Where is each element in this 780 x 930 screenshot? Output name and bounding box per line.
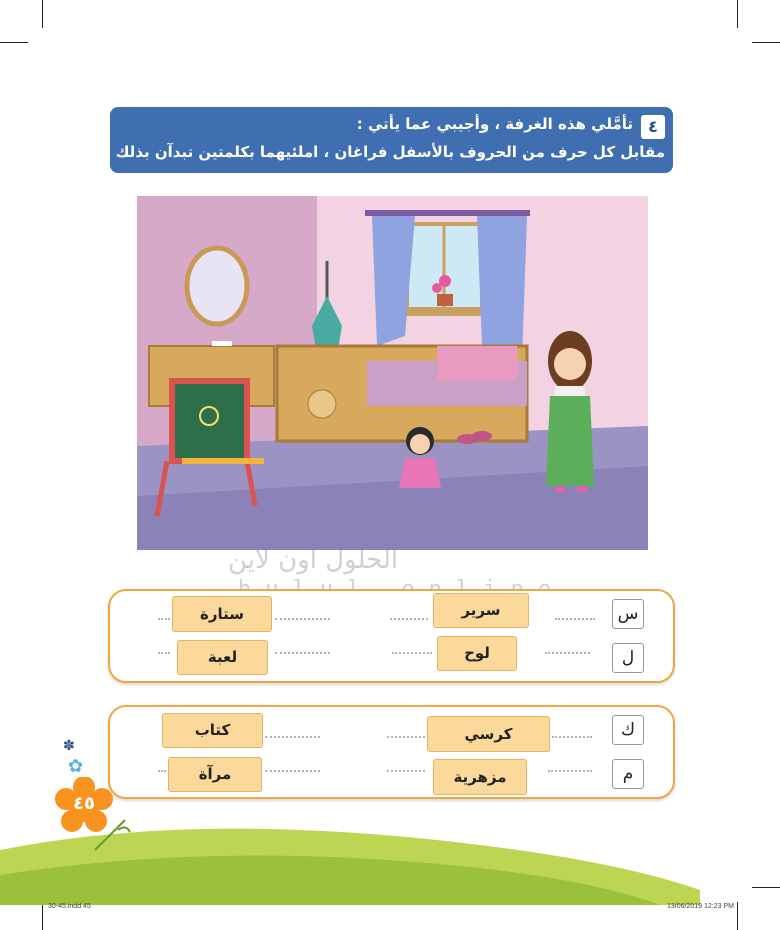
letter-box: ل (612, 643, 644, 673)
crop-mark (752, 42, 780, 43)
answer-word: كرسي (427, 716, 550, 752)
exercise-number: ٤ (641, 115, 665, 139)
letter-box: م (612, 759, 644, 789)
letter-box: ك (612, 715, 644, 745)
answer-blank[interactable] (265, 770, 320, 772)
answer-blank[interactable] (545, 652, 590, 654)
answer-blank[interactable] (548, 770, 592, 772)
answer-blank[interactable] (158, 652, 170, 654)
answer-word: كتاب (162, 713, 263, 748)
answer-blank[interactable] (392, 652, 432, 654)
answer-blank[interactable] (265, 736, 320, 738)
answer-word: لوح (437, 636, 517, 671)
answer-blank[interactable] (158, 618, 170, 620)
room-illustration (137, 196, 648, 550)
footer-file: 30-45.indd 45 (48, 903, 91, 910)
small-flower-icon: ✽ (63, 738, 75, 754)
crop-mark (42, 0, 43, 28)
exercise-header (110, 107, 673, 173)
instruction-line-1: تأمَّلي هذه الغرفة ، وأجيبي عما يأتي : (356, 115, 633, 133)
answer-blank[interactable] (275, 652, 330, 654)
answer-word: سرير (433, 593, 529, 628)
answer-blank[interactable] (552, 736, 592, 738)
crop-mark (737, 902, 738, 930)
answer-blank[interactable] (158, 770, 166, 772)
answer-word: ستارة (172, 596, 272, 632)
letter-box: س (612, 599, 644, 629)
crop-mark (737, 0, 738, 28)
footer-timestamp: 13/06/2019 12:23 PM (667, 903, 734, 910)
answer-blank[interactable] (275, 618, 330, 620)
instruction-line-2: مقابل كل حرف من الحروف بالأسفل فراغان ، املئيهما بكلمتين تبدآن بذلك (115, 143, 665, 161)
small-flower-icon: ✿ (68, 756, 84, 777)
answer-blank[interactable] (387, 770, 425, 772)
page-number: ٤٥ (73, 793, 95, 814)
crop-mark (0, 42, 28, 43)
answer-blank[interactable] (387, 736, 425, 738)
answer-word: مرآة (168, 757, 262, 792)
answer-word: لعبة (177, 640, 268, 675)
answer-word: مزهرية (433, 759, 527, 795)
answer-blank[interactable] (555, 618, 595, 620)
grass-decoration (0, 800, 780, 905)
watermark-arabic: الحلول اون لاين (228, 545, 399, 575)
answer-blank[interactable] (390, 618, 428, 620)
crop-mark (42, 902, 43, 930)
